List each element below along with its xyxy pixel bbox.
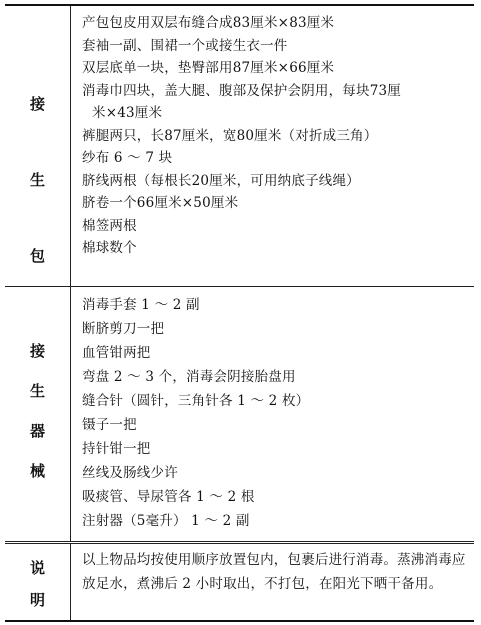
list-item: 产包包皮用双层布缝合成83厘米×83厘米	[82, 15, 335, 31]
section-label	[5, 66, 70, 294]
list-item: 脐卷一个66厘米×50厘米	[82, 195, 239, 211]
list-item: 丝线及肠线少许	[82, 465, 178, 481]
column-divider	[70, 544, 71, 620]
note-text: 以上物品均按使用顺序放置包内，包裹后进行消毒。蒸沸消毒应放足水，煮沸后 2 小时取出，不打包，在阳光下晒干备用。	[82, 552, 466, 592]
list-item: 双层底单一块，垫臀部用87厘米×66厘米	[82, 60, 335, 76]
section-notes	[5, 544, 474, 620]
list-item: 持针钳一把	[82, 441, 151, 457]
section-delivery-instruments	[5, 287, 474, 544]
list-item: 断脐剪刀一把	[82, 321, 165, 337]
label-char: 器	[29, 422, 45, 440]
section-label	[5, 552, 70, 616]
label-char: 接	[29, 342, 45, 360]
section-delivery-bag	[5, 6, 474, 287]
label-char: 明	[29, 591, 45, 609]
label-char: 说	[29, 559, 45, 577]
list-item: 套袖一副、围裙一个或接生衣一件	[82, 37, 288, 54]
list-item: 镊子一把	[82, 417, 137, 433]
list-item: 吸痰管、导尿管各 1 ～ 2 根	[82, 489, 255, 505]
section-label	[5, 331, 70, 491]
list-item: 脐线两根（每根长20厘米，可用纳底子线绳）	[82, 172, 360, 189]
list-item: 弯盘 2 ～ 3 个，消毒会阴接胎盘用	[82, 369, 296, 385]
list-item: 消毒巾四块，盖大腿、腹部及保护会阴用，每块73厘	[82, 82, 401, 99]
item-list	[82, 12, 470, 260]
list-item: 缝合针（圆针，三角针各 1 ～ 2 枚）	[82, 393, 310, 409]
label-char: 包	[29, 247, 45, 265]
list-item: 注射器（5毫升） 1 ～ 2 副	[82, 513, 250, 529]
supplies-table	[5, 4, 474, 622]
label-char: 接	[29, 95, 45, 113]
list-item: 棉签两根	[82, 217, 137, 234]
note-body	[82, 548, 470, 596]
list-item: 棉球数个	[82, 240, 137, 256]
list-item: 裤腿两只，长87厘米，宽80厘米（对折成三角）	[82, 127, 378, 144]
item-list	[82, 293, 470, 533]
label-char: 械	[29, 462, 45, 480]
column-divider	[70, 6, 71, 286]
list-item-continued: 米×43厘米	[92, 105, 163, 121]
list-item: 血管钳两把	[82, 345, 151, 361]
list-item: 纱布 6 ～ 7 块	[82, 150, 173, 166]
label-char: 生	[29, 382, 45, 400]
label-char: 生	[29, 171, 45, 189]
list-item: 消毒手套 1 ～ 2 副	[82, 297, 200, 313]
column-divider	[70, 287, 71, 541]
